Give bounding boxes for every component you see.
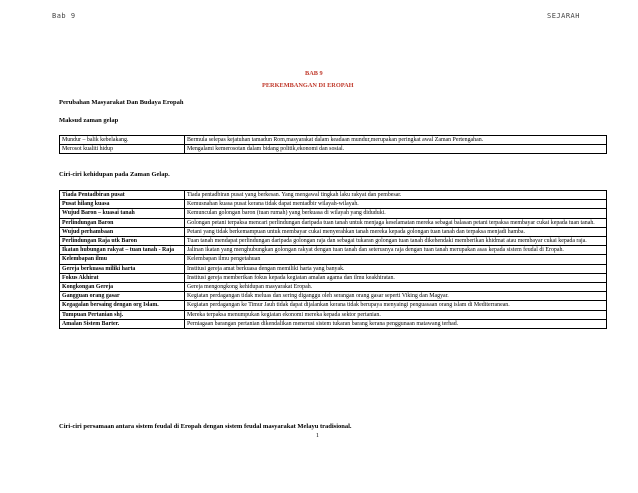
term-cell: Tiada Pentadbiran pusat	[60, 191, 185, 200]
description-cell: Golongan petani terpaksa mencari perlindungan daripada tuan tanah untuk menjaga keselamatan mereka sebagai balasan petani terpaksa membayar cukai kepada tuan tanah.	[185, 218, 607, 227]
term-cell: Tumpuan Pertanian shj.	[60, 310, 185, 319]
term-cell: Kongkongan Gereja	[60, 283, 185, 292]
term-cell: Ikatan hubungan rakyat – tuan tanah - Raja	[60, 246, 185, 255]
table-row	[60, 191, 607, 200]
term-cell: Wujud Baron – kuasai tanah	[60, 209, 185, 218]
description-cell: Mengalami kemerosotan dalam bidang politik,ekonomi dan sosial.	[185, 145, 607, 154]
section-heading-3: Ciri-ciri kehidupan pada Zaman Gelap.	[59, 171, 170, 178]
page-header-left: Bab 9	[52, 12, 76, 20]
term-cell: Perlindungan Baron	[60, 218, 185, 227]
term-cell: Gereja berkuasa miliki harta	[60, 264, 185, 273]
description-cell: Institusi gereja amat berkuasa dengan memiliki harta yang banyak.	[185, 264, 607, 273]
description-cell: Kegiatan perdagangan ke Timur Jauh tidak dapat dijalankan kerana tidak berupaya menyaingi penguasaan orang islam di Mediterranean.	[185, 301, 607, 310]
chapter-title: PERKEMBANGAN DI EROPAH	[262, 82, 354, 89]
section-heading-1: Perubahan Masyarakat Dan Budaya Eropah	[59, 99, 184, 106]
table-row	[60, 301, 607, 310]
section-heading-2: Maksud zaman gelap	[59, 117, 119, 124]
table-row	[60, 292, 607, 301]
page-header-right: SEJARAH	[546, 12, 580, 20]
table-row	[60, 273, 607, 282]
description-cell: Kemusnahan kuasa pusat kerana tidak dapat mentadbir wilayah-wilayah.	[185, 200, 607, 209]
table-row	[60, 237, 607, 246]
description-cell: Kemunculan golongan baron (tuan rumah) yang berkuasa di wilayah yang diduduki.	[185, 209, 607, 218]
table-row	[60, 264, 607, 273]
term-cell: Perlindungan Raja utk Baron	[60, 237, 185, 246]
term-cell: Gangguan orang gasar	[60, 292, 185, 301]
table-row	[60, 145, 607, 154]
table-row	[60, 200, 607, 209]
description-cell: Tiada pentadbiran pusat yang berkesan. Yang mengawal tingkah laku rakyat dan pembesar.	[185, 191, 607, 200]
table-row	[60, 218, 607, 227]
characteristics-table	[59, 190, 607, 329]
term-cell: Mundur – balik kebelakang.	[60, 136, 185, 145]
table-row	[60, 246, 607, 255]
description-cell: Bermula selepas kejatuhan tamadun Rom,masyarakat dalam keadaan mundur,merupakan peringkat awal Zaman Pertengahan.	[185, 136, 607, 145]
term-cell: Fokus Akhirat	[60, 273, 185, 282]
chapter-number: BAB 9	[305, 70, 323, 77]
term-cell: Merosot kualiti hidup	[60, 145, 185, 154]
definition-table	[59, 135, 607, 154]
description-cell: Mereka terpaksa menumpukan kegiatan ekonomi mereka kepada sektor pertanian.	[185, 310, 607, 319]
table-row	[60, 310, 607, 319]
description-cell: Kelembapan ilmu pengetahuan	[185, 255, 607, 264]
table-row	[60, 255, 607, 264]
description-cell: Tuan tanah mendapat perlindungan daripada golongan raja dan sebagai tukaran golongan tuan tanah dikehendaki memberikan khidmat atau membayar cukai kepada raja.	[185, 237, 607, 246]
term-cell: Amalan Sistem Barter.	[60, 319, 185, 328]
table-row	[60, 136, 607, 145]
term-cell: Kelembapan ilmu	[60, 255, 185, 264]
table-row	[60, 209, 607, 218]
description-cell: Gereja mengongkong kehidupan masyarakat Eropah.	[185, 283, 607, 292]
table-row	[60, 227, 607, 236]
description-cell: Institusi gereja memberikan fokus kepada kegiatan amalan agama dan ilmu keakhiratan.	[185, 273, 607, 282]
description-cell: Petani yang tidak berkemampuan untuk membayar cukai menyerahkan tanah mereka kepada golongan tuan tanah dan terpaksa menjadi hamba.	[185, 227, 607, 236]
description-cell: Perniagaan barangan pertanian dikendalikan menerusi sistem tukaran barang kerana penggunaan matawang terhad.	[185, 319, 607, 328]
page-number: 1	[316, 433, 319, 439]
section-heading-4: Ciri-ciri persamaan antara sistem feudal di Eropah dengan sistem feudal masyarakat Melayu tradisional.	[59, 423, 352, 430]
table-row	[60, 283, 607, 292]
description-cell: Jalinan ikatan yang menghubungkan golongan rakyat dengan tuan tanah dan seterusnya raja dengan tuan tanah merupakan asas kepada sistem feudal di Eropah.	[185, 246, 607, 255]
term-cell: Kegagalan bersaing dengan org Islam.	[60, 301, 185, 310]
description-cell: Kegiatan perdagangan tidak meluas dan sering diganggu oleh serangan orang gasar seperti Viking dan Magyar.	[185, 292, 607, 301]
term-cell: Wujud perhambaan	[60, 227, 185, 236]
term-cell: Pusat hilang kuasa	[60, 200, 185, 209]
table-row	[60, 319, 607, 328]
